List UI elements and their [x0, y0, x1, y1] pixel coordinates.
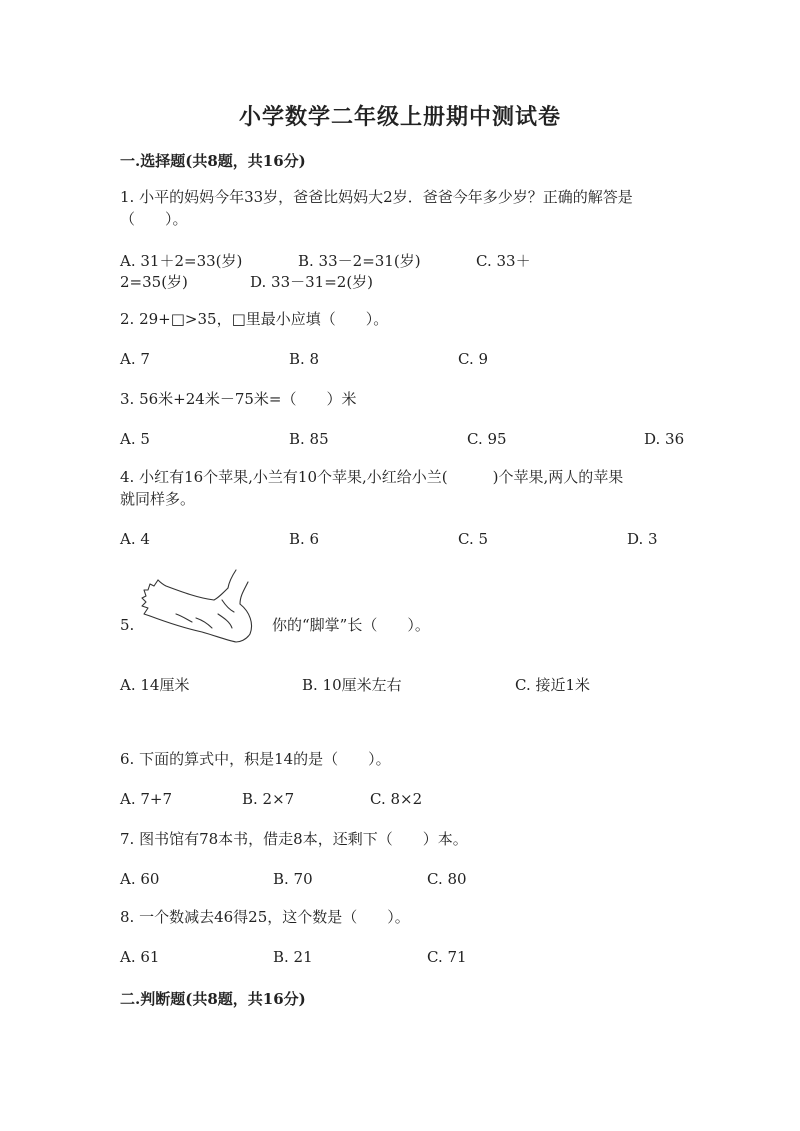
question-8-option-b: B. 21	[273, 948, 313, 966]
question-2-line-1: 2. 29+□>35，□里最小应填（ ）。	[120, 310, 389, 328]
question-4-line-1: 4. 小红有16个苹果,小兰有10个苹果,小红给小兰( )个苹果,两人的苹果	[120, 468, 624, 486]
question-5-option-b: B. 10厘米左右	[302, 676, 402, 694]
question-1-option-a: A. 31＋2=33(岁)	[120, 252, 243, 270]
question-5-option-a: A. 14厘米	[120, 676, 190, 694]
foot-drawing-image	[136, 568, 266, 652]
question-5-line-1: 你的“脚掌”长（ ）。	[272, 616, 430, 634]
question-3-option-b: B. 85	[289, 430, 329, 448]
question-3-option-d: D. 36	[644, 430, 685, 448]
question-3-line-1: 3. 56米+24米－75米=（ ）米	[120, 390, 357, 408]
question-1-line-1: 1. 小平的妈妈今年33岁，爸爸比妈妈大2岁．爸爸今年多少岁？正确的解答是	[120, 188, 633, 206]
question-8-option-a: A. 61	[120, 948, 160, 966]
question-1-option-b: B. 33－2=31(岁)	[298, 252, 421, 270]
question-2-option-a: A. 7	[120, 350, 150, 368]
question-7-option-a: A. 60	[120, 870, 160, 888]
question-3-option-c: C. 95	[467, 430, 507, 448]
question-4-option-b: B. 6	[289, 530, 320, 548]
question-1-line-2: （ ）。	[120, 210, 188, 228]
question-7-line-1: 7. 图书馆有78本书，借走8本，还剩下（ ）本。	[120, 830, 468, 848]
section-heading-judgement: 二.判断题(共8题，共16分)	[120, 990, 306, 1008]
question-8-option-c: C. 71	[427, 948, 467, 966]
question-1-option-c-continued: 2=35(岁)	[120, 273, 188, 291]
question-7-option-b: B. 70	[273, 870, 313, 888]
question-4-option-a: A. 4	[120, 530, 150, 548]
question-6-option-b: B. 2×7	[242, 790, 295, 808]
question-1-option-d: D. 33－31=2(岁)	[250, 273, 374, 291]
page-title: 小学数学二年级上册期中测试卷	[238, 104, 561, 130]
question-1-option-c: C. 33＋	[476, 252, 531, 270]
question-6-line-1: 6. 下面的算式中，积是14的是（ ）。	[120, 750, 391, 768]
question-5-option-c: C. 接近1米	[515, 676, 591, 694]
question-4-line-2: 就同样多。	[120, 490, 196, 508]
question-6-option-c: C. 8×2	[370, 790, 423, 808]
question-5-number: 5.	[120, 616, 135, 634]
question-3-option-a: A. 5	[120, 430, 150, 448]
question-6-option-a: A. 7+7	[120, 790, 173, 808]
section-heading-choice: 一.选择题(共8题，共16分)	[120, 152, 306, 170]
question-4-option-d: D. 3	[627, 530, 658, 548]
question-4-option-c: C. 5	[458, 530, 489, 548]
question-8-line-1: 8. 一个数减去46得25，这个数是（ ）。	[120, 908, 410, 926]
question-2-option-b: B. 8	[289, 350, 320, 368]
question-7-option-c: C. 80	[427, 870, 467, 888]
question-2-option-c: C. 9	[458, 350, 489, 368]
